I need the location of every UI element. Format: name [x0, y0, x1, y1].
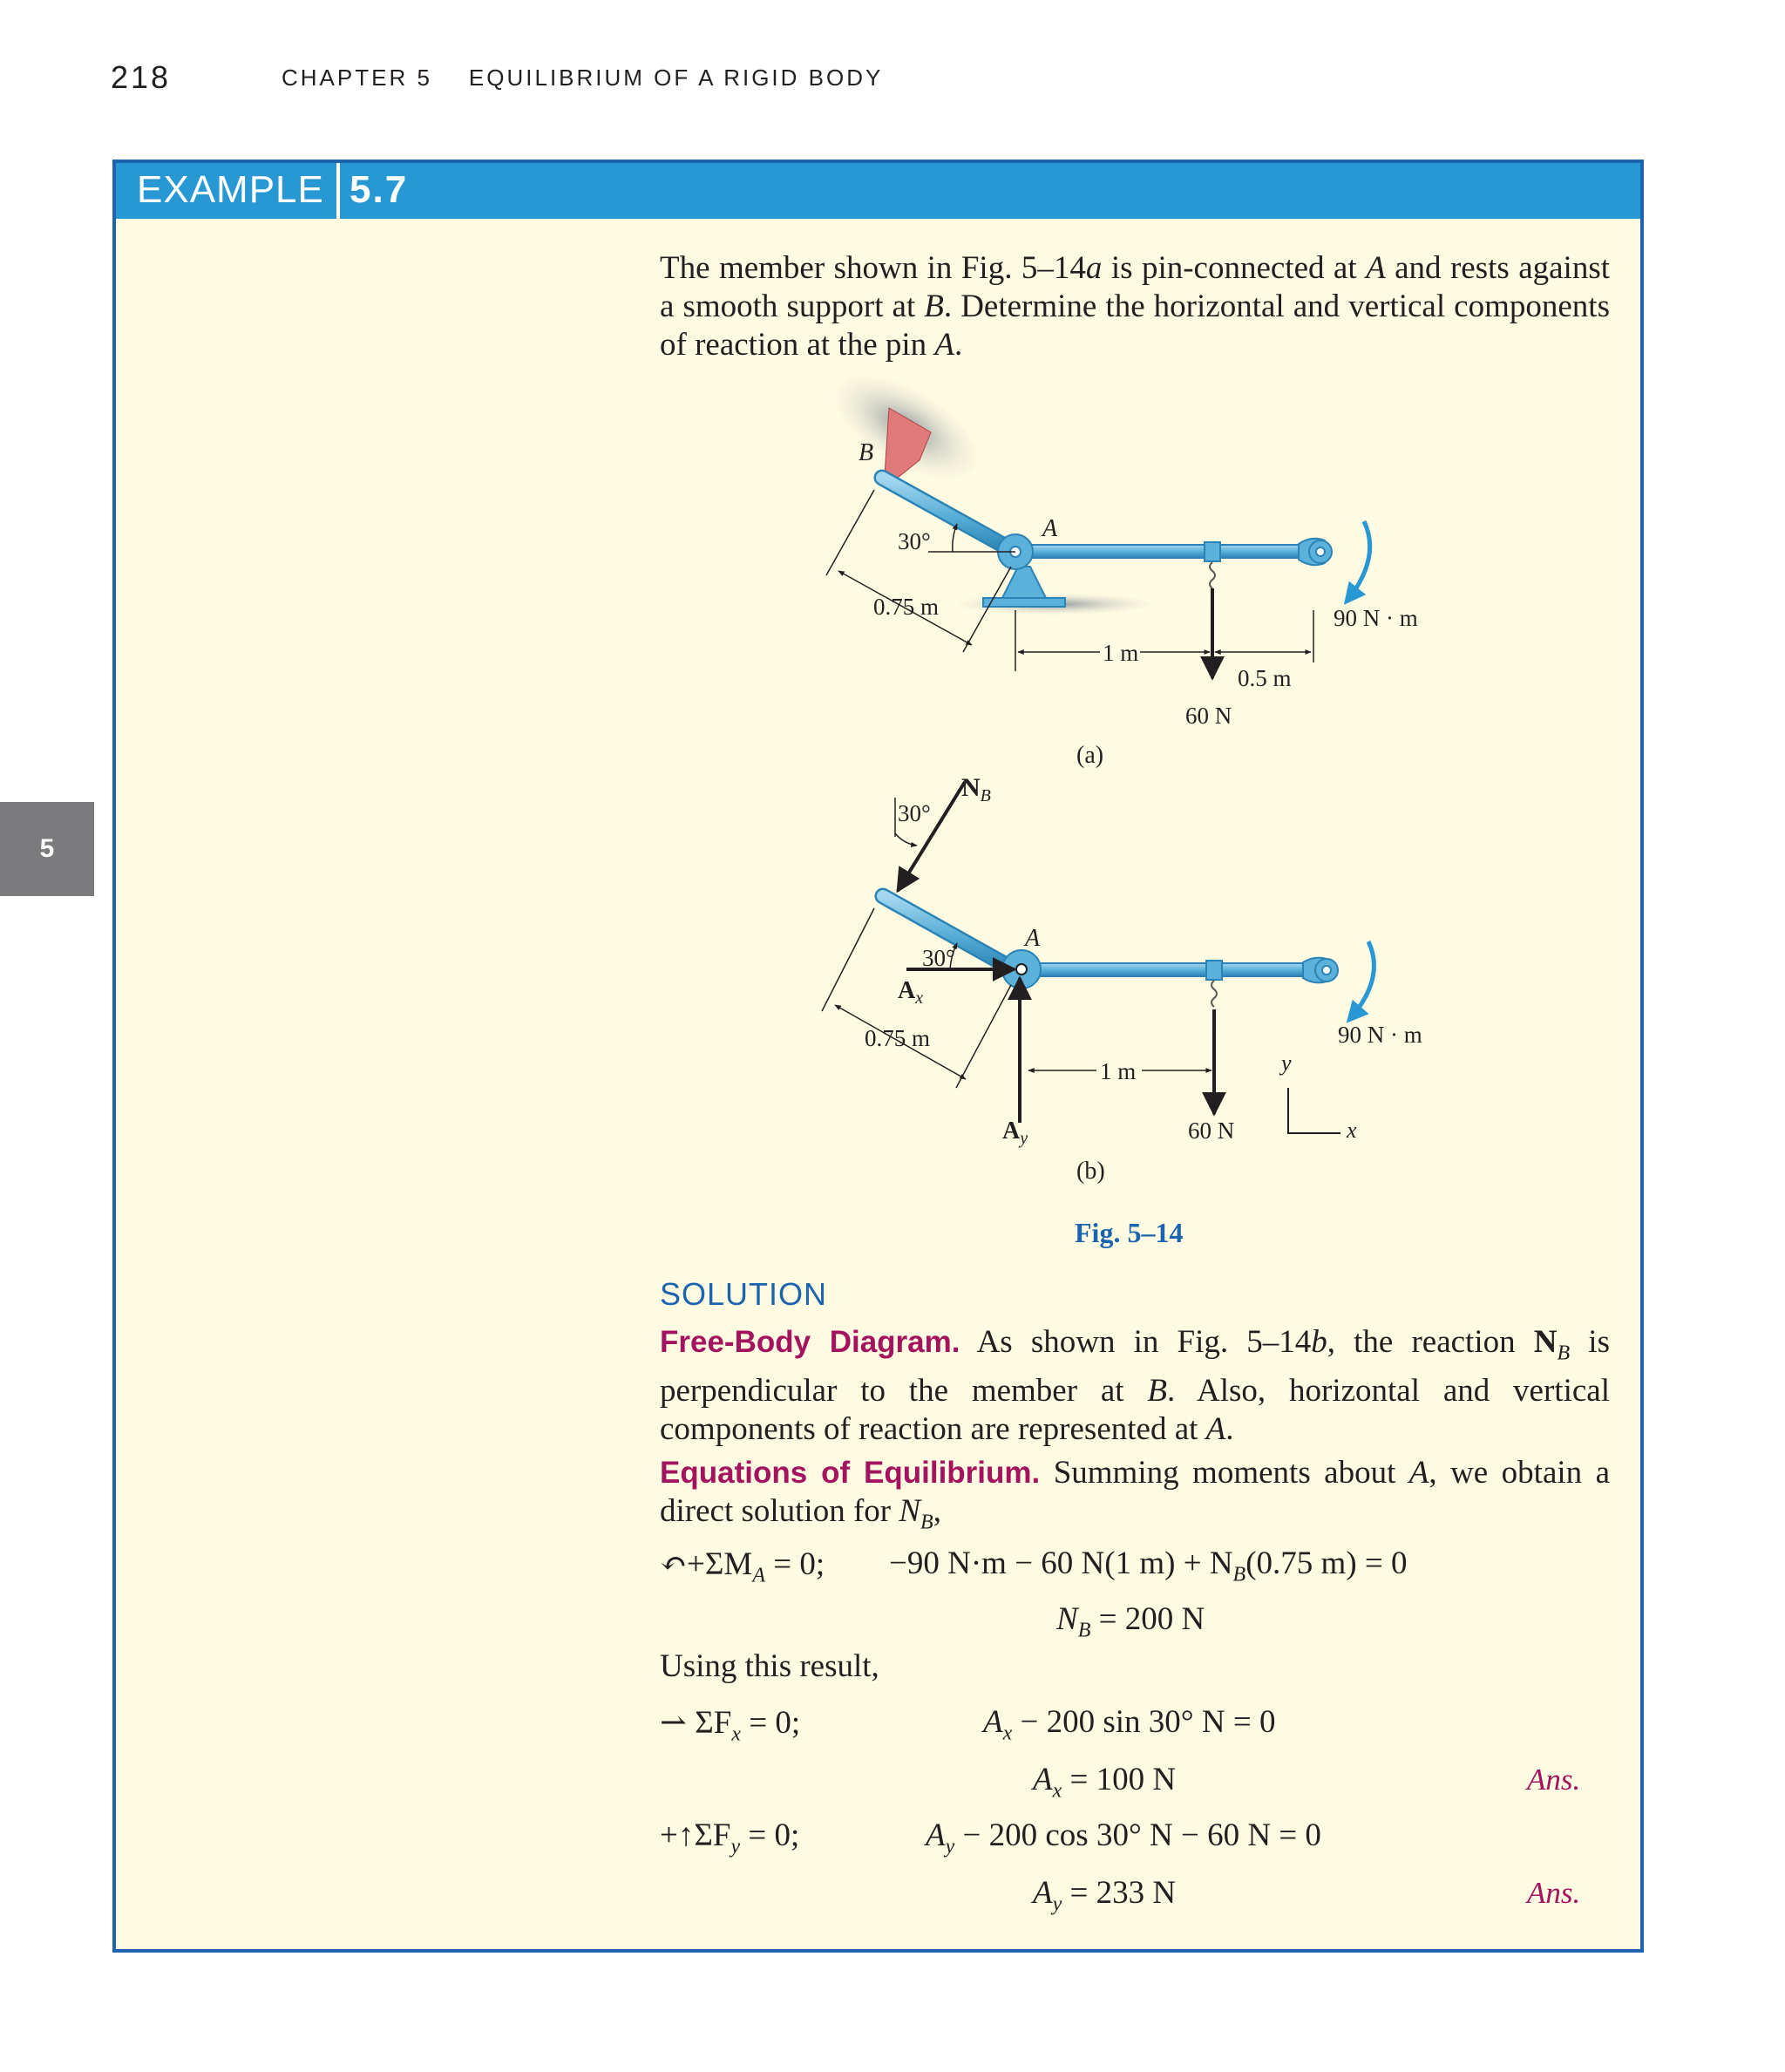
page-number: 218	[111, 59, 172, 95]
fbd-point: B	[1147, 1373, 1167, 1410]
eq-symbol: A	[983, 1704, 1003, 1740]
eq-sub: y	[945, 1835, 955, 1858]
fy-condition	[660, 1817, 799, 1858]
eq-part: = 100 N	[1062, 1762, 1177, 1797]
axis-y-label: y	[1281, 1050, 1292, 1076]
equilibrium-paragraph	[660, 1454, 1610, 1541]
equilibrium-subscript: B	[920, 1511, 933, 1534]
chapter-label: CHAPTER 5	[282, 65, 432, 91]
sublabel-a: (a)	[1076, 742, 1104, 769]
force-ax-label: $A_x$	[898, 977, 924, 1008]
moment-label-a: 90 N · m	[1334, 605, 1418, 631]
eq-part: ↶+ΣM	[660, 1546, 753, 1582]
fx-condition	[660, 1703, 800, 1746]
moment-condition	[660, 1545, 825, 1587]
figure-caption: Fig. 5–14	[1075, 1217, 1184, 1248]
figure-a	[820, 357, 1418, 769]
answer-marker-ay: Ans.	[1527, 1876, 1581, 1910]
eq-sub: x	[1002, 1722, 1013, 1745]
fbd-paragraph	[660, 1323, 1610, 1449]
eq-part: −90 N·m − 60 N(1 m) + N	[889, 1546, 1233, 1581]
eq-sub: y	[730, 1835, 741, 1858]
moment-equation	[889, 1545, 1408, 1586]
label-a-b: A	[1025, 925, 1041, 952]
using-result-text: Using this result,	[660, 1648, 879, 1684]
eq-part: − 200 sin 30° N = 0	[1012, 1704, 1276, 1740]
eq-part: = 200 N	[1090, 1601, 1205, 1637]
problem-text: .	[954, 327, 963, 363]
equilibrium-heading: Equations of Equilibrium.	[660, 1456, 1041, 1490]
eq-part: = 0;	[764, 1546, 825, 1582]
problem-point: A	[934, 327, 955, 363]
equilibrium-text: , we obtain a direct solution for	[660, 1455, 1611, 1529]
eq-symbol: A	[1033, 1875, 1053, 1911]
eq-sub: x	[731, 1722, 742, 1746]
eq-symbol: A	[1033, 1762, 1053, 1797]
eq-sub: x	[1052, 1779, 1062, 1803]
label-a-a: A	[1042, 515, 1058, 542]
solution-heading: SOLUTION	[660, 1276, 828, 1312]
problem-point: B	[924, 289, 944, 324]
sublabel-b: (b)	[1076, 1158, 1105, 1185]
coordinate-axes	[1288, 1088, 1340, 1133]
chapter-title: EQUILIBRIUM OF A RIGID BODY	[468, 65, 884, 91]
eq-part: ⇀ ΣF	[660, 1705, 732, 1741]
eq-symbol: N	[1056, 1601, 1078, 1637]
ax-result	[1033, 1761, 1176, 1803]
moment-arrow-a	[1347, 521, 1370, 601]
eq-part: = 0;	[741, 1705, 801, 1741]
fbd-text: .	[1225, 1411, 1234, 1448]
figure-b	[822, 773, 1422, 1185]
label-b-a: B	[859, 439, 874, 466]
eq-part: (0.75 m) = 0	[1245, 1546, 1408, 1581]
eq-sub: B	[1232, 1563, 1246, 1586]
eq-part: = 0;	[740, 1817, 800, 1853]
moment-label-b: 90 N · m	[1338, 1022, 1422, 1048]
problem-text: and rests against a smooth support at	[660, 250, 1611, 324]
eq-part: +↑ΣF	[660, 1817, 731, 1853]
problem-fig-ref: a	[1085, 250, 1103, 286]
eq-symbol: A	[926, 1817, 946, 1853]
fy-equation	[926, 1817, 1321, 1858]
problem-point: A	[1366, 250, 1386, 286]
fbd-fig-ref: b	[1311, 1324, 1327, 1360]
load-label-b: 60 N	[1188, 1118, 1235, 1144]
dim-075-b: 0.75 m	[865, 1025, 931, 1051]
axis-x-label: x	[1347, 1118, 1357, 1143]
force-nb-label: $N_B$	[961, 773, 991, 805]
equilibrium-symbol: N	[899, 1493, 921, 1529]
fbd-force-symbol: N	[1533, 1324, 1558, 1360]
nb-result	[1056, 1600, 1205, 1642]
problem-text: is pin-connected at	[1102, 250, 1367, 286]
dim-1-a: 1 m	[1103, 640, 1139, 666]
eq-part: = 233 N	[1062, 1875, 1177, 1911]
chapter-thumb-number: 5	[39, 834, 55, 863]
example-number: 5.7	[350, 168, 409, 211]
moment-arrow-b	[1349, 941, 1374, 1020]
angle-label-a: 30°	[898, 528, 931, 554]
equilibrium-text: Summing moments about	[1040, 1455, 1409, 1491]
problem-text: The member shown in Fig. 5–14	[660, 250, 1086, 286]
dim-1-b: 1 m	[1100, 1058, 1137, 1084]
equilibrium-text: ,	[933, 1493, 941, 1529]
dim-05-a: 0.5 m	[1238, 665, 1292, 691]
force-nb-arrow	[898, 782, 965, 891]
fbd-point: A	[1205, 1411, 1226, 1448]
angle-top-b: 30°	[898, 800, 931, 826]
pin-base-a	[983, 598, 1065, 607]
eq-sub: A	[752, 1564, 765, 1587]
fbd-text: , the reaction	[1327, 1324, 1534, 1360]
example-label: EXAMPLE	[137, 168, 324, 211]
fx-equation	[983, 1703, 1275, 1745]
angle-mid-b: 30°	[922, 945, 955, 971]
fbd-text: As shown in Fig. 5–14	[960, 1324, 1312, 1360]
fbd-force-subscript: B	[1557, 1342, 1571, 1365]
fbd-text: . Also, horizontal and vertical components of reaction are represented at	[660, 1373, 1610, 1448]
equilibrium-point: A	[1408, 1455, 1429, 1491]
ay-result	[1033, 1874, 1176, 1916]
pin-a-b	[1016, 964, 1027, 975]
dim-075-a: 0.75 m	[873, 594, 940, 620]
problem-text: . Determine the horizontal and vertical components of reaction at the pin	[660, 289, 1610, 363]
eq-part: − 200 cos 30° N − 60 N = 0	[954, 1817, 1321, 1853]
force-ay-label: $A_y$	[1002, 1118, 1028, 1148]
load-label-a: 60 N	[1185, 703, 1232, 729]
answer-marker-ax: Ans.	[1527, 1763, 1581, 1797]
fbd-heading: Free-Body Diagram.	[660, 1325, 960, 1359]
eq-sub: B	[1077, 1619, 1091, 1642]
fbd-text: is perpendicular to the member at	[660, 1324, 1610, 1410]
eq-sub: y	[1052, 1892, 1062, 1916]
